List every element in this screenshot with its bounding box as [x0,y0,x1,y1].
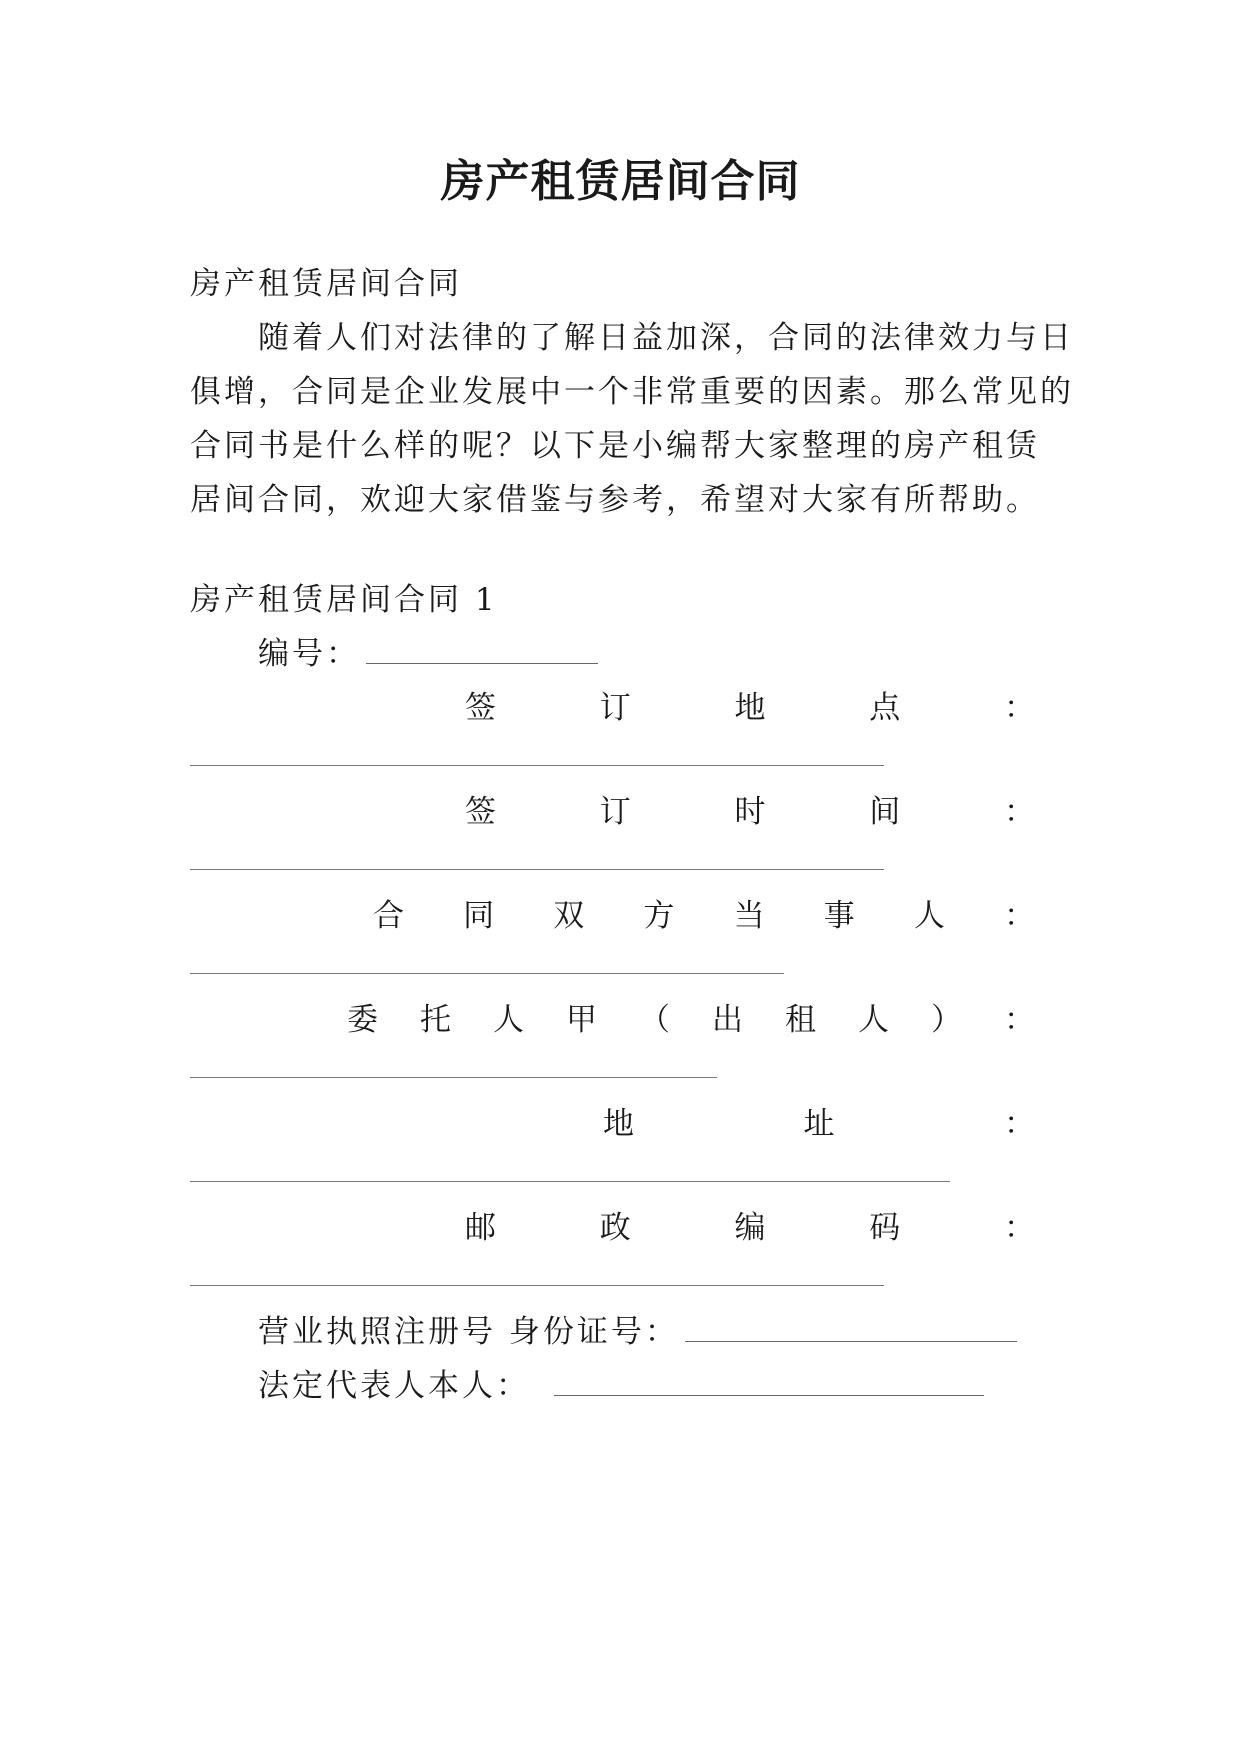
intro-line-2: 俱增，合同是企业发展中一个非常重要的因素。那么常见的 [190,374,1074,410]
sign-time-label: 签 订 时 间 ： [465,794,1035,830]
sign-place-label: 签 订 地 点 ： [465,690,1035,726]
legal-rep-blank [554,1371,984,1396]
license-label: 营业执照注册号 身份证号： [258,1314,679,1350]
number-blank [366,639,598,664]
intro-line-4: 居间合同，欢迎大家借鉴与参考，希望对大家有所帮助。 [190,482,1040,518]
legal-rep-field [258,1366,984,1406]
section-heading: 房产租赁居间合同 1 [190,582,498,618]
principal-a-label: 委 托 人 甲 （ 出 租 人 ） ： [347,1002,1035,1038]
legal-rep-label: 法定代表人本人： [258,1368,530,1404]
subtitle: 房产租赁居间合同 [190,266,462,302]
postcode-blank [190,1285,884,1286]
license-blank [685,1317,1017,1342]
parties-blank [190,973,784,974]
license-field [258,1312,1017,1352]
number-field [258,634,598,674]
intro-line-3: 合同书是什么样的呢？以下是小编帮大家整理的房产租赁 [190,428,1040,464]
number-label: 编号： [258,636,360,672]
document-title: 房产租赁居间合同 [440,156,801,207]
postcode-label: 邮 政 编 码 ： [465,1210,1035,1246]
intro-line-1: 随着人们对法律的了解日益加深，合同的法律效力与日 [258,320,1074,356]
address-label: 地 址 ： [603,1106,1035,1142]
parties-label: 合 同 双 方 当 事 人 ： [373,898,1035,934]
sign-place-blank [190,765,884,766]
address-blank [190,1181,950,1182]
sign-time-blank [190,869,884,870]
principal-a-blank [190,1077,717,1078]
